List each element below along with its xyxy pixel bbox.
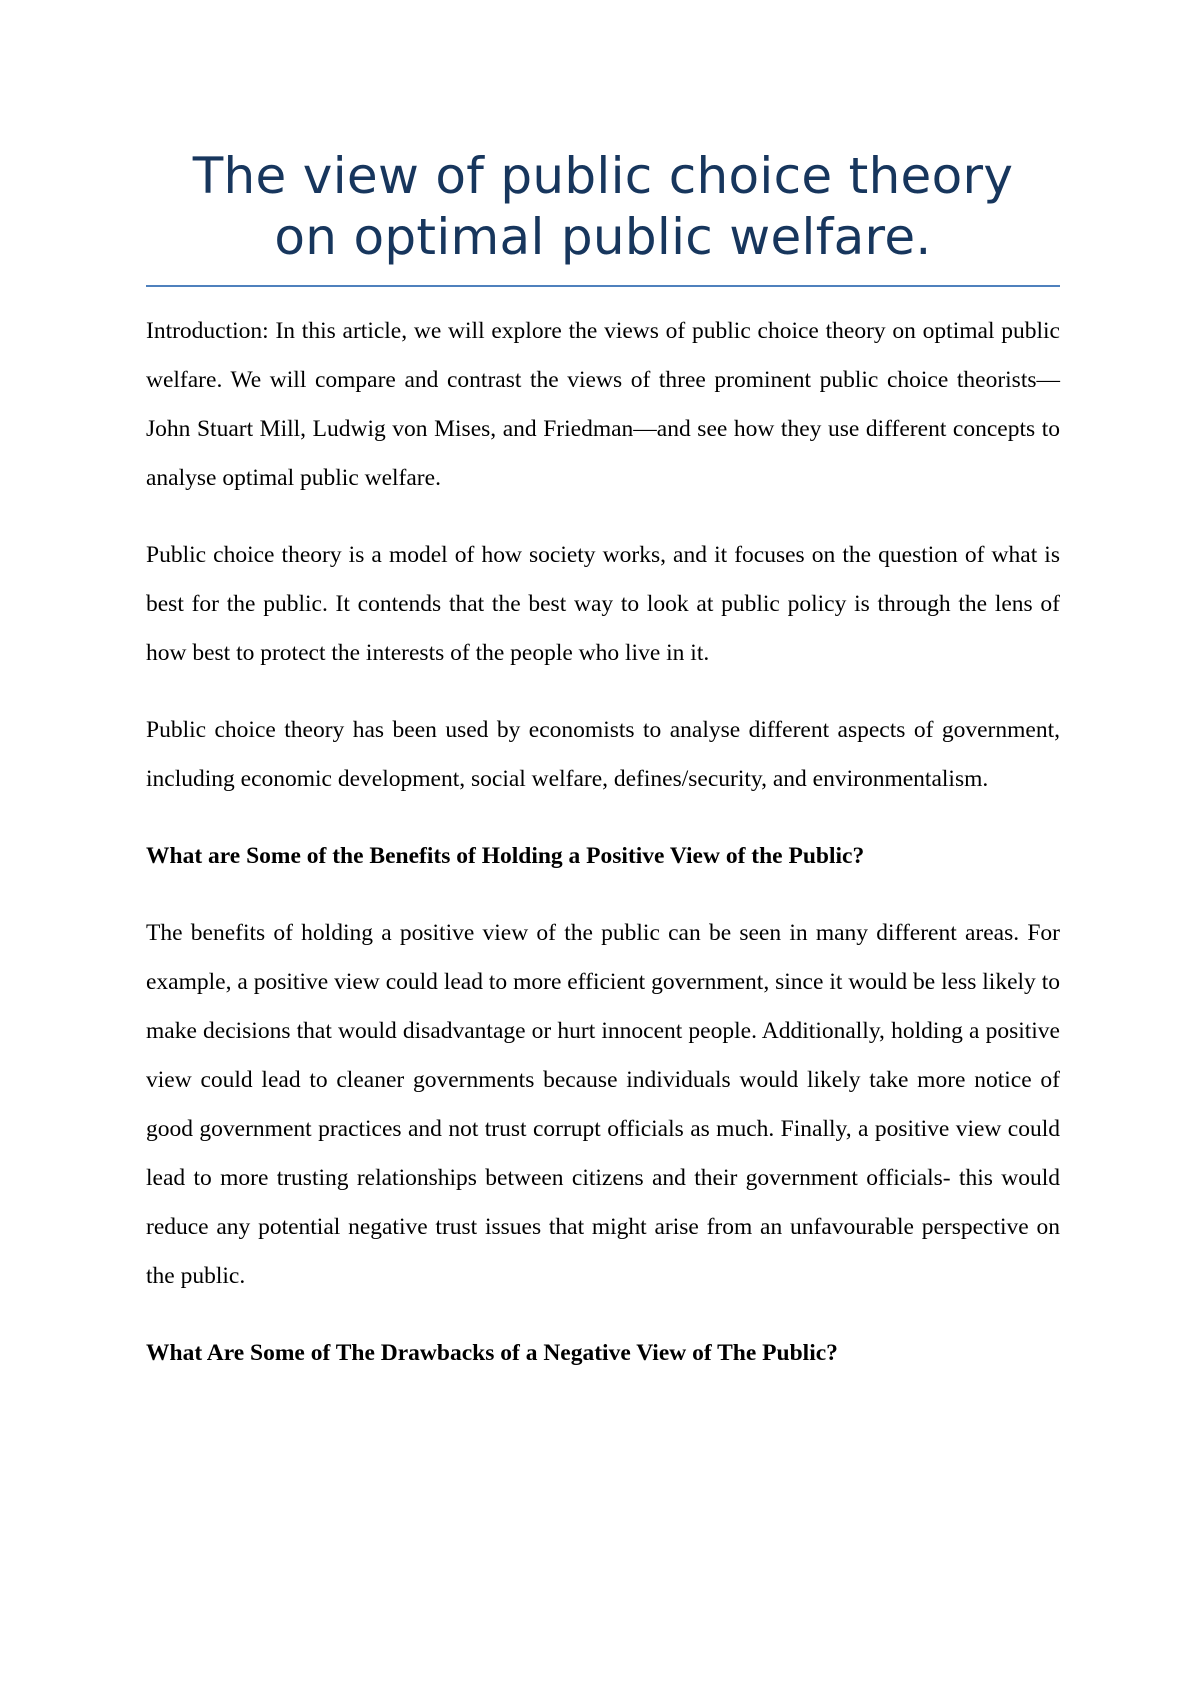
paragraph-economists-usage: Public choice theory has been used by economists to analyse different aspects of government, including economic development, social welfare, defines/security, and environmentalism. (146, 717, 1060, 792)
title-underline (146, 285, 1060, 287)
document-title (146, 146, 1060, 268)
paragraph-public-choice-model: Public choice theory is a model of how society works, and it focuses on the question of what is best for the public. It contends that the best way to look at public policy is through the lens of how best to protect the interests of the people who live in it. (146, 542, 1060, 666)
title-line-2: on optimal public welfare. (274, 208, 932, 266)
heading-benefits: What are Some of the Benefits of Holding a Positive View of the Public? (146, 843, 865, 869)
document-page (146, 0, 1060, 1378)
paragraph-introduction: Introduction: In this article, we will explore the views of public choice theory on optimal public welfare. We will compare and contrast the views of three prominent public choice theorists—John Stuart Mill, Ludwig von Mises, and Friedman—and see how they use different concepts to analyse optimal public welfare. (146, 318, 1060, 491)
heading-drawbacks: What Are Some of The Drawbacks of a Negative View of The Public? (146, 1340, 838, 1366)
paragraph-benefits: The benefits of holding a positive view of the public can be seen in many different areas. For example, a positive view could lead to more efficient government, since it would be less likely to make decisions that would disadvantage or hurt innocent people. Additionally, holding a positive view could lead to cleaner governments because individuals would likely take more notice of good government practices and not trust corrupt officials as much. Finally, a positive view could lead to more trusting relationships between citizens and their government officials- this would reduce any potential negative trust issues that might arise from an unfavourable perspective on the public. (146, 920, 1060, 1289)
title-line-1: The view of public choice theory (192, 147, 1014, 205)
